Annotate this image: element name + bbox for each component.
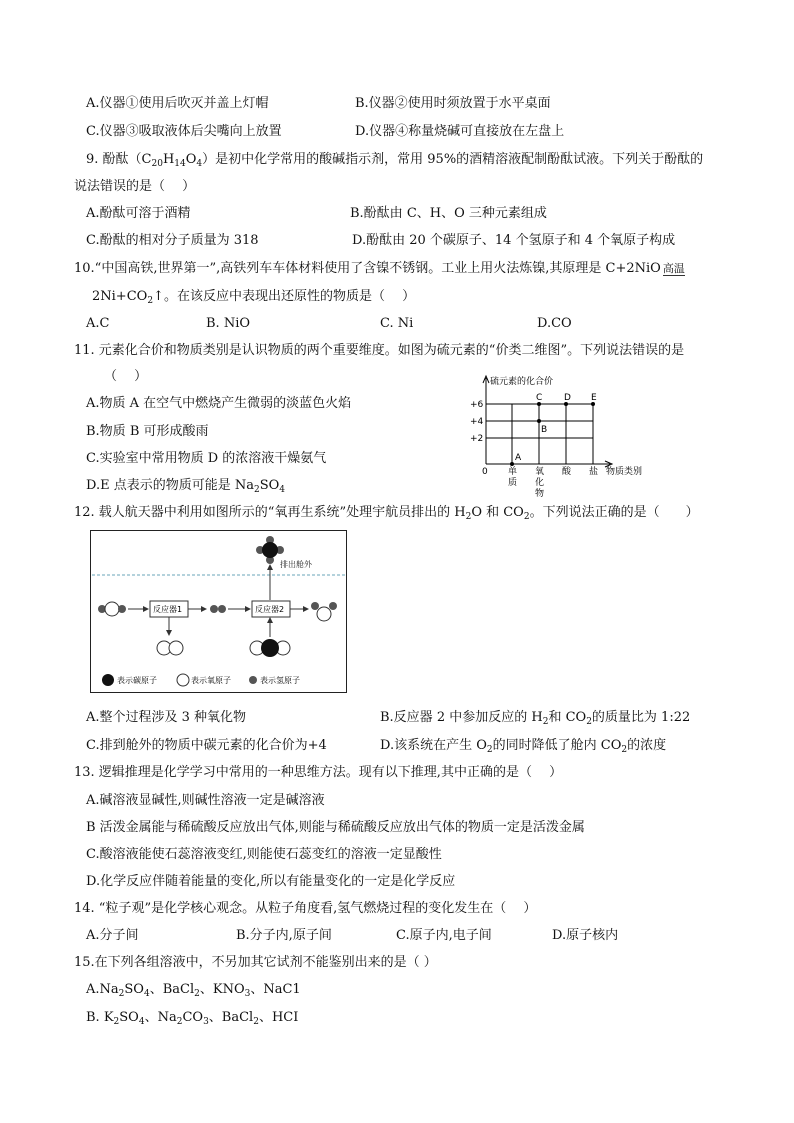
q8-option-a: A.仪器①使用后吹灭并盖上灯帽: [86, 96, 269, 111]
q12-option-a: A.整个过程涉及 3 种氧化物: [86, 710, 247, 725]
q11-option-a: A.物质 A 在空气中燃烧产生微弱的淡蓝色火焰: [86, 396, 352, 411]
q13-option-a: A.碱溶液显碱性,则碱性溶液一定是碱溶液: [86, 793, 325, 808]
reactor-1-label: 反应器1: [153, 605, 183, 614]
q11-option-d: D.E 点表示的物质可能是 $Na_2SO_4$: [86, 478, 286, 495]
q9-option-a: A.酚酞可溶于酒精: [86, 206, 191, 221]
q15-option-a: $A.Na_2SO_4$、BaCl$_2$、$KNO_3$、NaC1: [86, 982, 301, 999]
q14-option-c: C.原子内,电子间: [396, 928, 492, 943]
carbon-dioxide-molecule: [250, 639, 290, 657]
valence-category-chart: [462, 368, 662, 498]
q8-option-b: B.仪器②使用时须放置于水平桌面: [355, 96, 551, 111]
q14-stem: 14. “粒子观”是化学核心观念。从粒子角度看,氢气燃烧过程的变化发生在（ ）: [74, 901, 537, 916]
chart-ytick-2: +2: [470, 434, 484, 444]
chart-ytick-6: +6: [470, 400, 484, 410]
chart-y-label: 硫元素的化合价: [490, 377, 554, 387]
chart-xtick-2b: 化: [535, 478, 545, 488]
q11-option-b: B.物质 B 可形成酸雨: [86, 424, 209, 439]
q14-option-a: A.分子间: [86, 928, 139, 943]
q9-stem-line2: 说法错误的是（ ）: [74, 179, 196, 194]
q9-option-b: B.酚酞由 C、H、O 三种元素组成: [350, 206, 547, 221]
chart-xtick-4: 盐: [589, 467, 599, 477]
legend-hydrogen-label: 表示氢原子: [260, 676, 300, 685]
q11-stem-line1: 11. 元素化合价和物质类别是认识物质的两个重要维度。如图为硫元素的“价类二维图”。下列说法错误的是: [74, 343, 685, 358]
chart-xtick-2c: 物: [535, 489, 545, 498]
chart-label-b: B: [541, 425, 548, 435]
chart-ytick-0: 0: [482, 467, 488, 477]
legend-oxygen-label: 表示氧原子: [191, 676, 231, 685]
q10-option-d: D.CO: [537, 316, 572, 331]
q9-stem-line1: 9. 酚酞$(C_{20}H_{14}O_4)$是初中化学常用的酸碱指示剂，常用 95%的酒精溶液配制酚酞试液。下列关于酚酞的: [86, 152, 704, 169]
chart-label-a: A: [515, 453, 522, 463]
q14-option-b: B.分子内,原子间: [236, 928, 332, 943]
chart-label-c: C: [536, 393, 543, 403]
chart-xtick-2a: 氧: [535, 467, 545, 477]
q10-condition: 高温: [662, 262, 685, 275]
q12-option-b: B.反应器 2 中参加反应的 $H_2$和 $CO_2$的质量比为 1:22: [380, 710, 691, 727]
q10-option-c: C. Ni: [380, 316, 414, 331]
q13-option-d: D.化学反应伴随着能量的变化,所以有能量变化的一定是化学反应: [86, 874, 456, 889]
q10-stem-line2: $2Ni+CO_2↑$。在该反应中表现出还原性的物质是（ ）: [92, 289, 416, 306]
q11-option-c: C.实验室中常用物质 D 的浓溶液干燥氨气: [86, 451, 327, 466]
outboard-label: 排出舱外: [280, 560, 312, 569]
legend-oxygen-icon: [177, 674, 189, 686]
q14-option-d: D.原子核内: [552, 928, 619, 943]
q13-option-c: C.酸溶液能使石蕊溶液变红,则能使石蕊变红的溶液一定显酸性: [86, 847, 442, 862]
q10-option-b: B. NiO: [206, 316, 251, 331]
q9-option-c: C.酚酞的相对分子质量为 318: [86, 233, 259, 248]
q9-option-d: D.酚酞由 20 个碳原子、14 个氢原子和 4 个氧原子构成: [352, 233, 676, 248]
chart-label-d: D: [564, 393, 571, 403]
reactor-2-label: 反应器2: [255, 605, 285, 614]
q8-option-c: C.仪器③吸取液体后尖嘴向上放置: [86, 124, 282, 139]
q10-option-a: A.C: [86, 316, 110, 331]
q11-stem-line2: （ ）: [104, 369, 148, 384]
chart-point-a: [510, 462, 514, 466]
chart-xtick-3: 酸: [562, 467, 572, 477]
chart-x-label: 物质类别: [606, 467, 643, 477]
q15-stem: 15.在下列各组溶液中，不另加其它试剂不能鉴别出来的是（ ）: [74, 955, 437, 970]
oxygen-regeneration-diagram: [90, 530, 347, 693]
chart-label-e: E: [591, 393, 597, 403]
q12-option-c: C.排到舱外的物质中碳元素的化合价为+4: [86, 738, 327, 753]
q13-option-b: B 活泼金属能与稀硫酸反应放出气体,则能与稀硫酸反应放出气体的物质一定是活泼金属: [86, 820, 585, 835]
chart-xtick-1a: 单: [508, 467, 518, 477]
q8-option-d: D.仪器④称量烧碱可直接放在左盘上: [355, 124, 565, 139]
q12-stem: 12. 载人航天器中利用如图所示的“氧再生系统”处理宇航员排出的 $H_2O$ 和 $CO_2$。下列说法正确的是（ ）: [74, 505, 699, 522]
q15-option-b: B. $K_2SO_4$、$Na_2CO_3$、BaCl$_2$、HCI: [86, 1010, 299, 1027]
q12-option-d: D.该系统在产生 $O_2$的同时降低了舱内 $CO_2$的浓度: [380, 738, 667, 755]
legend-carbon-label: 表示碳原子: [117, 676, 157, 685]
q10-stem-line1: 10.“中国高铁,世界第一”,高铁列车车体材料使用了含镍不锈钢。工业上用火法炼镍,其原理是 C+2NiO 高温: [74, 261, 685, 276]
chart-ytick-4: +4: [470, 417, 484, 427]
chart-point-b: [537, 419, 541, 423]
legend-carbon-icon: [102, 674, 114, 686]
q13-stem: 13. 逻辑推理是化学学习中常用的一种思维方法。现有以下推理,其中正确的是（ ）: [74, 765, 563, 780]
legend-hydrogen-icon: [249, 676, 257, 684]
chart-xtick-1b: 质: [508, 478, 518, 488]
